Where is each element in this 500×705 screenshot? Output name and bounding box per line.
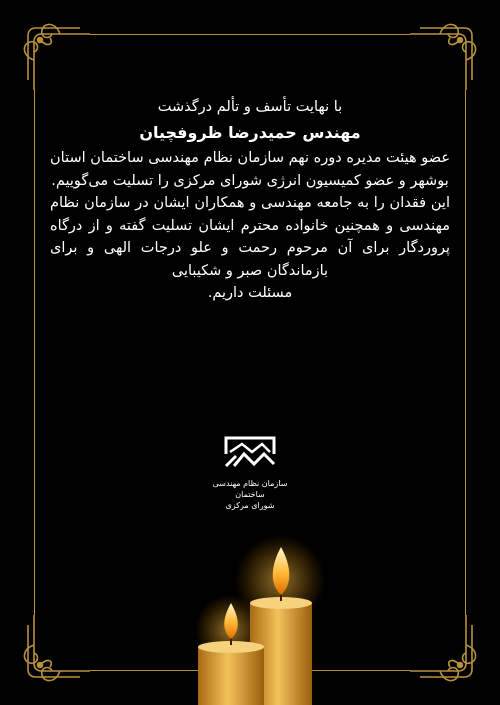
ornament-corner-icon [20, 615, 90, 685]
deceased-name: مهندس حمیدرضا ظروفچیان [139, 122, 361, 142]
organization-logo [200, 432, 300, 511]
headline: با نهایت تأسف و تألم درگذشت [157, 99, 343, 115]
condolence-message [50, 96, 450, 305]
organization-unit: شورای مرکزی [225, 501, 275, 510]
message-paragraph-1: عضو هیئت مدیره دوره نهم سازمان نظام مهندسی ساختمان استان بوشهر و عضو کمیسیون انرژی شورای مرکزی را تسلیت می‌گوییم. [50, 150, 450, 189]
frame-left-line [34, 90, 35, 615]
ornament-corner-icon [20, 20, 90, 90]
ornament-corner-icon [410, 615, 480, 685]
message-paragraph-2: این فقدان را به جامعه مهندسی و همکاران ایشان در سازمان نظام مهندسی و همچنین خانواده محترم ایشان تسلیت گفته و از درگاه پروردگار برای آن مرحوم رحمت و علو درجات الهی و برای بازماندگان صبر و شکیبایی [50, 195, 450, 279]
lit-candles-icon [180, 535, 340, 705]
building-engineering-logo-icon [222, 432, 278, 472]
frame-right-line [465, 90, 466, 615]
organization-name: سازمان نظام مهندسی ساختمان [212, 479, 288, 499]
frame-top-line [90, 34, 410, 35]
closing-line: مسئلت داریم. [207, 285, 293, 301]
ornament-corner-icon [410, 20, 480, 90]
